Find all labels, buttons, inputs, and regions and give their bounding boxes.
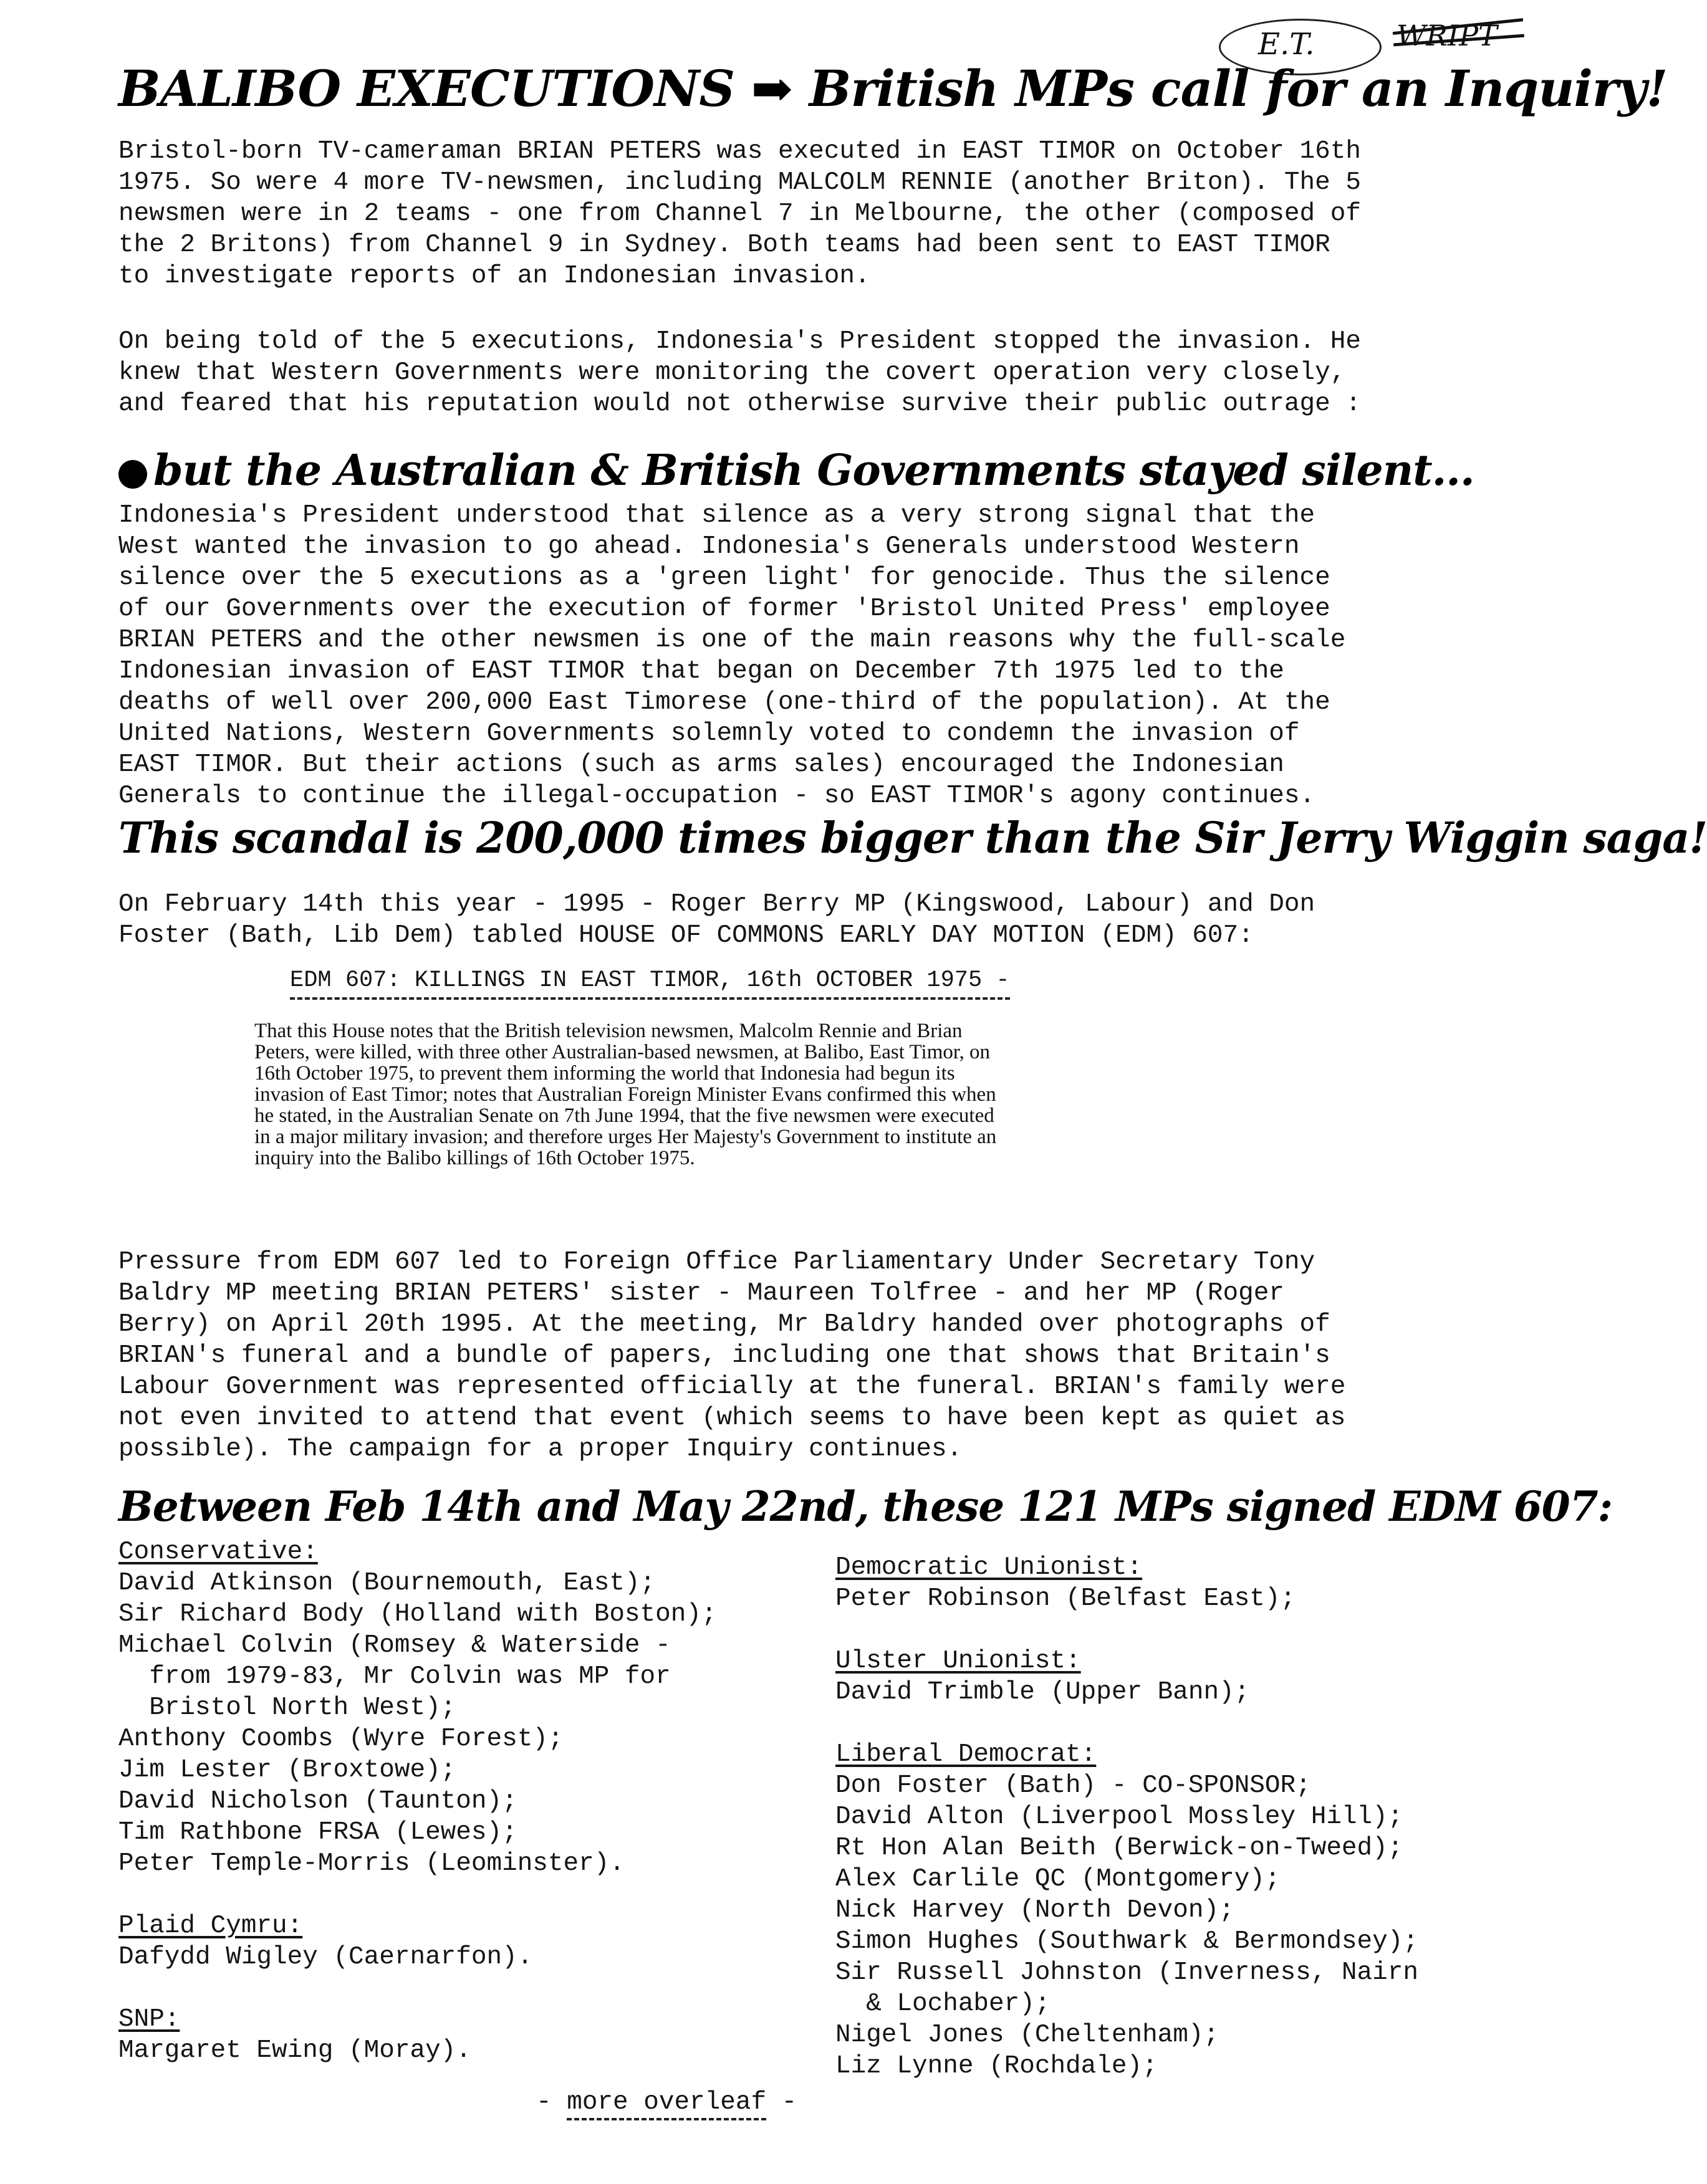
stamp-text: E.T.: [1258, 27, 1315, 62]
mp-entry: Rt Hon Alan Beith (Berwick-on-Tweed);: [835, 1834, 1403, 1862]
silence-line: BRIAN PETERS and the other newsmen is one of the main reasons why the full-scale: [118, 626, 1346, 654]
edm-text-line: That this House notes that the British television newsmen, Malcolm Rennie and Brian: [254, 1020, 963, 1042]
mp-entry: David Nicholson (Taunton);: [118, 1787, 517, 1816]
intro-line: 1975. So were 4 more TV-newsmen, including MALCOLM RENNIE (another Briton). The 5: [118, 168, 1361, 197]
party-heading: Plaid Cymru:: [118, 1912, 303, 1940]
mp-entry: Alex Carlile QC (Montgomery);: [835, 1865, 1281, 1894]
mp-entry: David Alton (Liverpool Mossley Hill);: [835, 1803, 1403, 1831]
pressure-line: Labour Government was represented officially at the funeral. BRIAN's family were: [118, 1372, 1346, 1401]
mp-entry: Nick Harvey (North Devon);: [835, 1896, 1234, 1925]
more-overleaf-text: more overleaf: [567, 2088, 766, 2120]
president-line: and feared that his reputation would not otherwise survive their public outrage :: [118, 390, 1361, 418]
edm-intro-line: Foster (Bath, Lib Dem) tabled HOUSE OF COMMONS EARLY DAY MOTION (EDM) 607:: [118, 921, 1254, 950]
signed-heading: Between Feb 14th and May 22nd, these 121 MPs signed EDM 607:: [118, 1482, 1612, 1531]
edm-text-line: 16th October 1975, to prevent them informing the world that Indonesia had begun its: [254, 1062, 955, 1085]
mp-entry: Don Foster (Bath) - CO-SPONSOR;: [835, 1771, 1311, 1800]
mp-entry: Sir Russell Johnston (Inverness, Nairn: [835, 1958, 1418, 1987]
edm-text-line: inquiry into the Balibo killings of 16th October 1975.: [254, 1147, 695, 1169]
footer-more-overleaf: - more overleaf -: [536, 2087, 797, 2118]
mp-entry: from 1979-83, Mr Colvin was MP for: [118, 1662, 671, 1691]
mp-entry: Dafydd Wigley (Caernarfon).: [118, 1943, 533, 1971]
silence-line: EAST TIMOR. But their actions (such as arms sales) encouraged the Indonesian: [118, 750, 1284, 779]
edm-text-line: in a major military invasion; and therefore urges Her Majesty's Government to institute an: [254, 1126, 997, 1148]
president-line: On being told of the 5 executions, Indonesia's President stopped the invasion. He: [118, 327, 1361, 356]
intro-line: Bristol-born TV-cameraman BRIAN PETERS was executed in EAST TIMOR on October 16th: [118, 137, 1361, 166]
mp-entry: Sir Richard Body (Holland with Boston);: [118, 1600, 717, 1629]
silence-line: silence over the 5 executions as a 'green light' for genocide. Thus the silence: [118, 563, 1330, 592]
mp-entry: Peter Robinson (Belfast East);: [835, 1584, 1296, 1613]
silence-line: West wanted the invasion to go ahead. Indonesia's Generals understood Western: [118, 532, 1300, 561]
mp-entry: Margaret Ewing (Moray).: [118, 2036, 471, 2065]
mp-entry: Anthony Coombs (Wyre Forest);: [118, 1725, 564, 1753]
mp-entry: Tim Rathbone FRSA (Lewes);: [118, 1818, 517, 1847]
mp-entry: Peter Temple-Morris (Leominster).: [118, 1849, 625, 1878]
main-heading: BALIBO EXECUTIONS ➡ British MPs call for an Inquiry!: [118, 59, 1668, 118]
edm-intro-line: On February 14th this year - 1995 - Roger Berry MP (Kingswood, Labour) and Don: [118, 890, 1315, 919]
silent-heading-text: but the Australian & British Governments stayed silent...: [153, 446, 1474, 496]
mp-entry: Nigel Jones (Cheltenham);: [835, 2021, 1219, 2049]
pressure-line: Pressure from EDM 607 led to Foreign Office Parliamentary Under Secretary Tony: [118, 1248, 1315, 1276]
pressure-line: BRIAN's funeral and a bundle of papers, including one that shows that Britain's: [118, 1341, 1330, 1370]
mp-entry: Liz Lynne (Rochdale);: [835, 2052, 1158, 2081]
struck-out-text: WRIPT: [1397, 19, 1498, 52]
silence-line: Indonesian invasion of EAST TIMOR that began on December 7th 1975 led to the: [118, 657, 1284, 686]
scandal-heading: This scandal is 200,000 times bigger than the Sir Jerry Wiggin saga!: [118, 813, 1707, 863]
pressure-line: possible). The campaign for a proper Inquiry continues.: [118, 1435, 963, 1463]
edm-text-line: invasion of East Timor; notes that Australian Foreign Minister Evans confirmed this when: [254, 1083, 996, 1106]
silence-line: Indonesia's President understood that silence as a very strong signal that the: [118, 501, 1315, 530]
party-heading: Conservative:: [118, 1538, 318, 1566]
party-heading: Liberal Democrat:: [835, 1740, 1097, 1769]
edm-title: EDM 607: KILLINGS IN EAST TIMOR, 16th OCTOBER 1975 -: [290, 965, 1010, 1000]
silence-line: of our Governments over the execution of former 'Bristol United Press' employee: [118, 595, 1330, 623]
bullet-icon: [118, 460, 147, 489]
mp-entry: David Trimble (Upper Bann);: [835, 1678, 1250, 1707]
intro-line: to investigate reports of an Indonesian invasion.: [118, 262, 870, 290]
edm-text-line: Peters, were killed, with three other Australian-based newsmen, at Balibo, East Timor, on: [254, 1041, 991, 1063]
pressure-line: Berry) on April 20th 1995. At the meeting, Mr Baldry handed over photographs of: [118, 1310, 1330, 1339]
pressure-line: not even invited to attend that event (which seems to have been kept as quiet as: [118, 1404, 1346, 1432]
mp-entry: Simon Hughes (Southwark & Bermondsey);: [835, 1927, 1418, 1956]
party-heading: Democratic Unionist:: [835, 1553, 1143, 1582]
mp-entry: Michael Colvin (Romsey & Waterside -: [118, 1631, 671, 1660]
silence-line: deaths of well over 200,000 East Timorese (one-third of the population). At the: [118, 688, 1330, 717]
mp-entry: David Atkinson (Bournemouth, East);: [118, 1569, 656, 1597]
mp-entry: Bristol North West);: [118, 1693, 456, 1722]
silence-line: Generals to continue the illegal-occupation - so EAST TIMOR's agony continues.: [118, 782, 1315, 810]
party-heading: SNP:: [118, 2005, 180, 2034]
party-heading: Ulster Unionist:: [835, 1647, 1081, 1675]
president-line: knew that Western Governments were monitoring the covert operation very closely,: [118, 358, 1346, 387]
intro-line: the 2 Britons) from Channel 9 in Sydney. Both teams had been sent to EAST TIMOR: [118, 231, 1330, 259]
pressure-line: Baldry MP meeting BRIAN PETERS' sister - Maureen Tolfree - and her MP (Roger: [118, 1279, 1284, 1308]
mp-entry: Jim Lester (Broxtowe);: [118, 1756, 456, 1784]
mp-entry: & Lochaber);: [835, 1990, 1051, 2018]
intro-line: newsmen were in 2 teams - one from Channel 7 in Melbourne, the other (composed of: [118, 199, 1361, 228]
silent-heading: [118, 446, 1474, 496]
silence-line: United Nations, Western Governments solemnly voted to condemn the invasion of: [118, 719, 1300, 748]
edm-text-line: he stated, in the Australian Senate on 7th June 1994, that the five newsmen were executed: [254, 1104, 994, 1127]
